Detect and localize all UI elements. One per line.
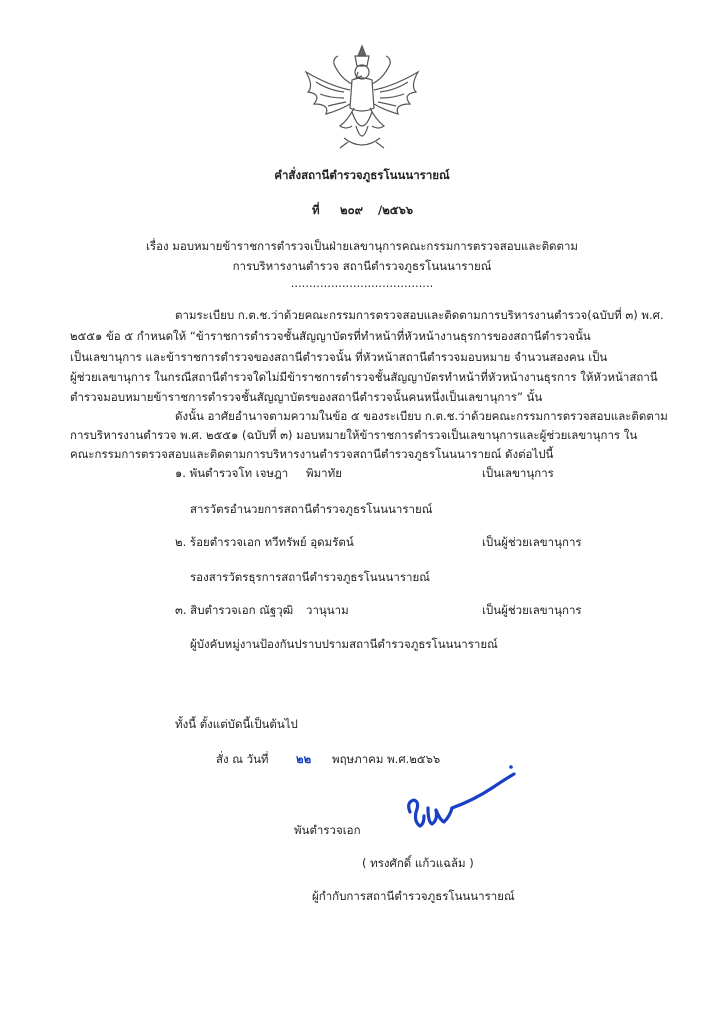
member-1-role: เป็นเลขานุการ — [482, 466, 554, 480]
member-2-name: ๒. ร้อยตำรวจเอก ทวีทรัพย์ อุดมรัตน์ — [175, 535, 354, 549]
effective-statement: ทั้งนี้ ตั้งแต่บัดนี้เป็นต้นไป — [175, 717, 298, 731]
order-number-label: ที่ — [312, 203, 320, 217]
member-3-name: ๓. สิบตำรวจเอก ณัฐวุฒิ — [175, 603, 294, 617]
body-p1-line-4: ผู้ช่วยเลขานุการ ในกรณีสถานีตำรวจใดไม่มีข้าราชการตำรวจชั้นสัญญาบัตรทำหน้าที่หัวหน้างานธุรการ ให้หัวหน้าสถานี — [70, 370, 658, 384]
body-p2-line-2: การบริหารงานตำรวจ พ.ศ. ๒๕๕๑ (ฉบับที่ ๓) มอบหมายให้ข้าราชการตำรวจเป็นเลขานุการและผู้ช่วยเลขานุการ ใน — [70, 428, 638, 442]
signature-icon — [398, 764, 528, 844]
member-2-role: เป็นผู้ช่วยเลขานุการ — [482, 535, 582, 549]
member-3-surname: วานุนาม — [306, 603, 349, 617]
order-number-year: /๒๕๖๖ — [378, 203, 414, 217]
member-3-position: ผู้บังคับหมู่งานป้องกันปราบปรามสถานีตำรวจภูธรโนนนารายณ์ — [190, 637, 498, 651]
body-p1-line-3: เป็นเลขานุการ และข้าราชการตำรวจของสถานีตำรวจนั้น ที่หัวหน้าสถานีตำรวจมอบหมาย จำนวนสองคน เป็น — [70, 350, 608, 364]
member-1-name: ๑. พันตำรวจโท เจษฎา — [175, 466, 289, 480]
order-number-value: ๒๐๙ — [340, 203, 364, 217]
member-3-role: เป็นผู้ช่วยเลขานุการ — [482, 603, 582, 617]
member-1-surname: พิมาทัย — [306, 466, 342, 480]
order-date-month-year: พฤษภาคม พ.ศ.๒๕๖๖ — [332, 752, 441, 766]
separator: ....................................... — [290, 276, 434, 290]
order-date-day: ๒๒ — [296, 752, 312, 766]
subject-line-2: การบริหารงานตำรวจ สถานีตำรวจภูธรโนนนารายณ์ — [232, 259, 492, 273]
body-p1-line-1: ตามระเบียบ ก.ต.ช.ว่าด้วยคณะกรรมการตรวจสอบและติดตามการบริหารงานตำรวจ(ฉบับที่ ๓) พ.ศ. — [175, 308, 664, 322]
body-p1-line-5: ตำรวจมอบหมายข้าราชการตำรวจชั้นสัญญาบัตรของสถานีตำรวจนั้นคนหนึ่งเป็นเลขานุการ” นั้น — [70, 390, 543, 404]
order-date-prefix: สั่ง ณ วันที่ — [216, 752, 269, 766]
garuda-emblem-icon — [300, 42, 424, 154]
member-1-position: สารวัตรอำนวยการสถานีตำรวจภูธรโนนนารายณ์ — [190, 502, 433, 516]
body-p1-line-2: ๒๕๕๑ ข้อ ๕ กำหนดให้ “ข้าราชการตำรวจชั้นสัญญาบัตรที่ทำหน้าที่หัวหน้างานธุรการของสถานีตำรวจนั้น — [70, 329, 591, 343]
member-2-position: รองสารวัตรธุรการสถานีตำรวจภูธรโนนนารายณ์ — [190, 570, 430, 584]
subject-line-1: เรื่อง มอบหมายข้าราชการตำรวจเป็นฝ่ายเลขานุการคณะกรรมการตรวจสอบและติดตาม — [145, 239, 579, 253]
body-p2-line-3: คณะกรรมการตรวจสอบและติดตามการบริหารงานตำรวจสถานีตำรวจภูธรโนนนารายณ์ ดังต่อไปนี้ — [70, 447, 554, 461]
signatory-rank: พันตำรวจเอก — [294, 823, 361, 837]
signatory-name: ( ทรงศักดิ์ แก้วแฉล้ม ) — [362, 856, 474, 870]
order-title: คำสั่งสถานีตำรวจภูธรโนนนารายณ์ — [274, 168, 450, 182]
signatory-position: ผู้กำกับการสถานีตำรวจภูธรโนนนารายณ์ — [312, 889, 515, 903]
body-p2-line-1: ดังนั้น อาศัยอำนาจตามความในข้อ ๕ ของระเบียบ ก.ต.ช.ว่าด้วยคณะกรรมการตรวจสอบและติดตาม — [175, 409, 668, 423]
